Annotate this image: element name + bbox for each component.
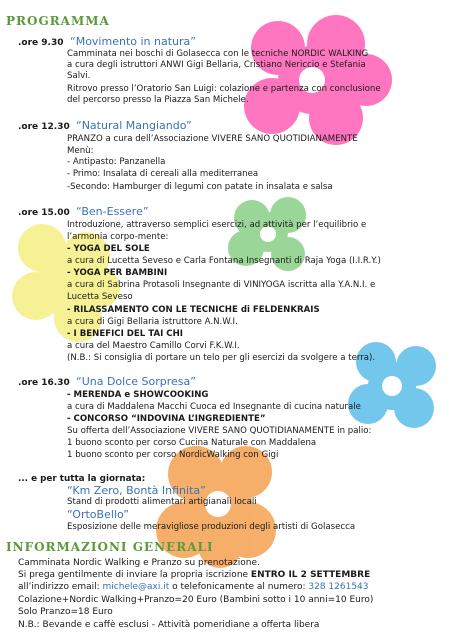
event-line: a cura degli istruttori ANWI Gigi Bellaria, Cristiano Nericcio e Stefania — [67, 60, 366, 70]
all-day-desc: Stand di prodotti alimentari artigianali locali — [67, 497, 257, 507]
event-line: 1 buono sconto per corso Cucina Naturale con Maddalena — [67, 438, 317, 448]
info-line: Colazione+Nordic Walking+Pranzo=20 Euro (Bambini sotto i 10 anni=10 Euro) — [18, 595, 374, 605]
info-line: N.B.: Bevande e caffè esclusi - Attività pomeridiane a offerta libera — [18, 620, 320, 630]
event-line: (N.B.: Si consiglia di portare un telo per gli esercizi da svolgere a terra). — [67, 353, 376, 363]
phone-number[interactable]: 328 1261543 — [308, 582, 369, 592]
email-link[interactable]: michele@axi.it — [102, 582, 170, 592]
event-line: Ritrovo presso l’Oratorio San Luigi: colazione e partenza con conclusione — [67, 84, 381, 94]
event-line: - Primo: Insalata di cereali alla mediterranea — [67, 169, 259, 179]
all-day-desc: Esposizione delle meravigliose produzioni degli artisti di Golasecca — [67, 522, 356, 532]
event-time: .ore 9.30 — [18, 38, 64, 48]
event-line: - MERENDA e SHOWCOOKING — [67, 390, 209, 400]
event-line: l’armonia corpo-mente: — [67, 232, 169, 242]
all-day-label: ... e per tutta la giornata: — [18, 474, 146, 484]
info-heading: INFORMAZIONI GENERALI — [6, 540, 214, 554]
event-line: Salvi. — [67, 71, 91, 81]
event-time: .ore 12.30 — [18, 122, 70, 132]
event-title: “Natural Mangiando” — [76, 119, 192, 132]
event-title: “Una Dolce Sorpresa” — [76, 375, 196, 388]
event-title: “Movimento in natura” — [70, 35, 196, 48]
event-time: .ore 16.30 — [18, 378, 70, 388]
event-title: “Ben-Essere” — [76, 205, 149, 218]
programma-heading: PROGRAMMA — [6, 14, 110, 28]
event-line: Introduzione, attraverso semplici esercizi, ad attività per l’equilibrio e — [67, 220, 367, 230]
info-text: o telefonicamente al numero: — [169, 582, 309, 592]
event-line: Menù: — [67, 146, 94, 156]
event-line: 1 buono sconto per corso NordicWalking con Gigi — [67, 450, 279, 460]
event-line: - YOGA PER BAMBINI — [67, 268, 168, 278]
info-text: Si prega gentilmente di inviare la propria iscrizione — [18, 570, 251, 580]
all-day-title: “Km Zero, Bontà Infinita” — [67, 484, 206, 497]
all-day-title: “OrtoBello” — [67, 508, 129, 521]
event-line: - Antipasto: Panzanella — [67, 157, 166, 167]
info-line: Solo Pranzo=18 Euro — [18, 607, 113, 617]
event-line: Su offerta dell’Associazione VIVERE SANO QUOTIDIANAMENTE in palio: — [67, 426, 372, 436]
event-line: a cura del Maestro Camillo Corvi F.K.W.I. — [67, 341, 240, 351]
event-line: - YOGA DEL SOLE — [67, 244, 150, 254]
info-line — [18, 569, 370, 581]
event-line: Camminata nei boschi di Golasecca con le tecniche NORDIC WALKING — [67, 49, 369, 59]
event-line: del percorso presso la Piazza San Michele. — [67, 95, 249, 105]
event-line: - CONCORSO “INDOVINA L’INGREDIENTE” — [67, 414, 266, 424]
event-time: .ore 15.00 — [18, 208, 70, 218]
event-line: Lucetta Seveso — [67, 292, 133, 302]
info-text: all’indirizzo email: — [18, 582, 103, 592]
event-line: PRANZO a cura dell’Associazione VIVERE SANO QUOTIDIANAMENTE — [67, 134, 358, 144]
info-line — [18, 581, 369, 593]
event-line: -Secondo: Hamburger di legumi con patate in insalata e salsa — [67, 182, 333, 192]
event-line: a cura di Maddalena Macchi Cuoca ed Insegnante di cucina naturale — [67, 402, 361, 412]
event-line: - I BENEFICI DEL TAI CHI — [67, 329, 183, 339]
event-line: a cura di Sabrina Protasoli Insegnante di VINIYOGA iscritta alla Y.A.N.I. e — [67, 280, 376, 290]
event-line: a cura di Gigi Bellaria istruttore A.N.W.I. — [67, 317, 238, 327]
info-line: Camminata Nordic Walking e Pranzo su prenotazione. — [18, 558, 260, 568]
event-line: a cura di Lucetta Seveso e Carla Fontana Insegnanti di Raja Yoga (I.I.R.Y.) — [67, 256, 381, 266]
deadline-text: ENTRO IL 2 SETTEMBRE — [250, 570, 371, 580]
event-line: - RILASSAMENTO CON LE TECNICHE di FELDENKRAIS — [67, 305, 320, 315]
